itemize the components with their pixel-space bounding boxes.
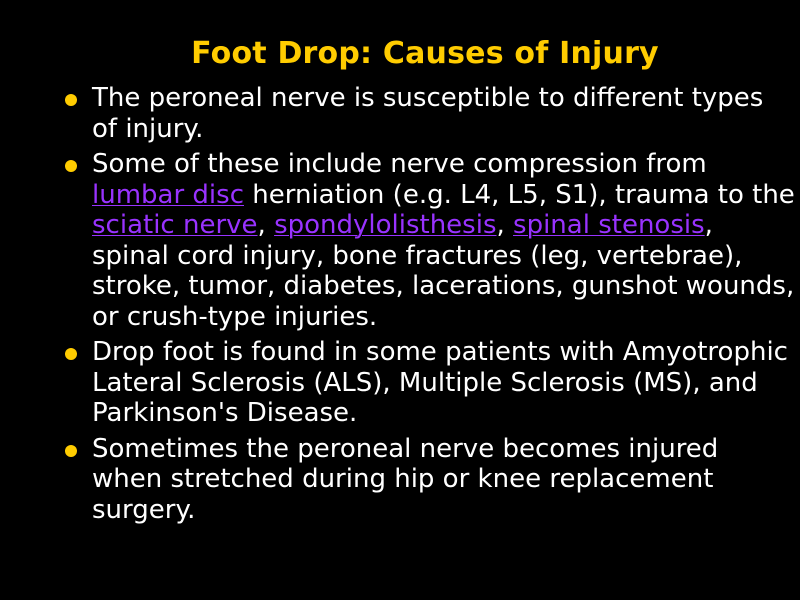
link-sciatic-nerve[interactable]: sciatic nerve (92, 210, 258, 240)
bullet-text: Sometimes the peroneal nerve becomes injured when stretched during hip or knee replacement surgery. (92, 433, 719, 525)
bullet-list (60, 83, 795, 530)
bullet-text-part: Some of these include nerve compression from (92, 149, 707, 179)
link-spinal-stenosis[interactable]: spinal stenosis (513, 210, 705, 240)
link-spondylolisthesis[interactable]: spondylolisthesis (274, 210, 497, 240)
link-lumbar-disc[interactable]: lumbar disc (92, 179, 244, 210)
bullet-dot-icon (65, 445, 77, 457)
slide-title: Foot Drop: Causes of Injury (191, 36, 659, 71)
bullet-item (60, 83, 795, 144)
bullet-item (60, 434, 795, 526)
bullet-text-part: , spinal cord injury, bone fractures (leg, vertebrae), stroke, tumor, diabetes, lacerations, gunshot wounds, or crush-type injuries. (92, 210, 795, 332)
bullet-text-part: , (496, 210, 514, 240)
bullet-dot-icon (65, 348, 77, 360)
bullet-text: Drop foot is found in some patients with Amyotrophic Lateral Sclerosis (ALS), Multiple Sclerosis (MS), and Parkinson's Disease. (92, 337, 788, 428)
bullet-dot-icon (65, 160, 77, 172)
bullet-item (60, 337, 795, 429)
bullet-text-part: herniation (e.g. L4, L5, S1), trauma to the (244, 179, 795, 210)
bullet-text: The peroneal nerve is susceptible to different types of injury. (92, 83, 764, 144)
bullet-dot-icon (65, 94, 77, 106)
bullet-text-part: , (257, 210, 275, 240)
bullet-item (60, 149, 795, 332)
